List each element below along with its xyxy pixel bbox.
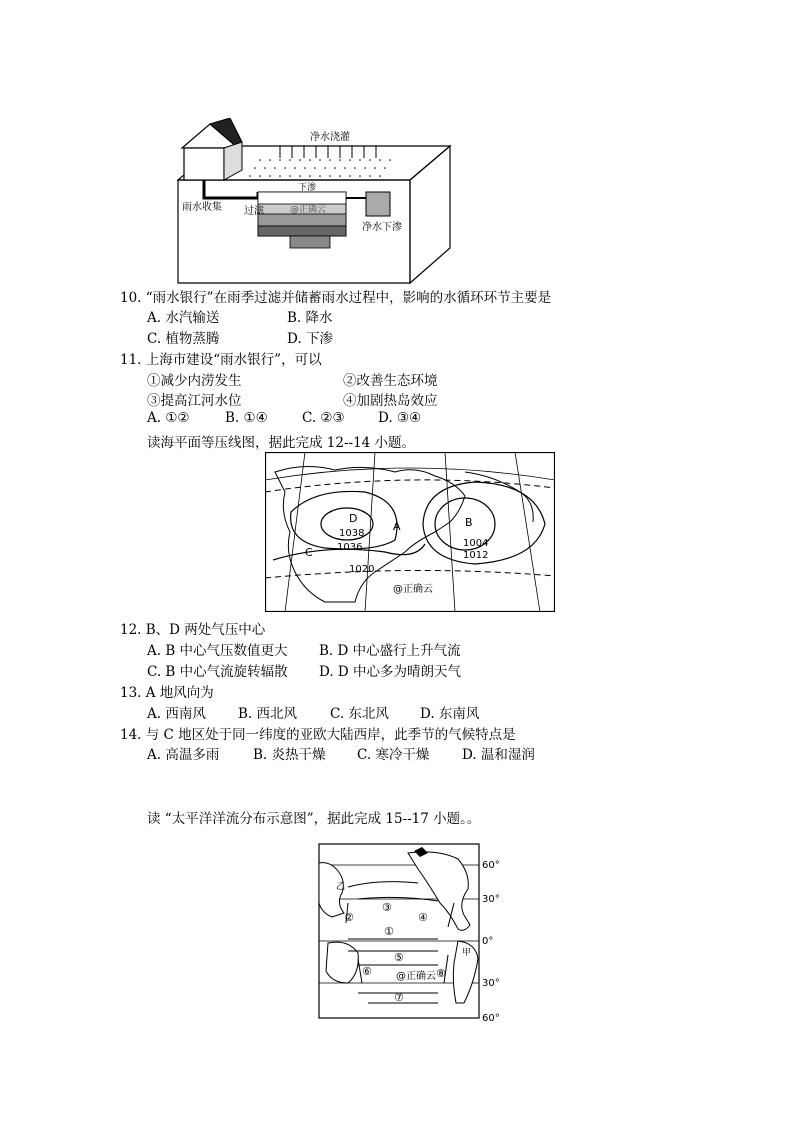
watermark: @正确云: [396, 971, 436, 982]
rain-bank-diagram: [170, 118, 460, 288]
q12-option-b: B. D 中心盛行上升气流: [319, 643, 461, 659]
q11-option-b: B. ①④: [225, 410, 268, 426]
label-1004: 1004: [463, 538, 489, 549]
current-4: ④: [418, 911, 428, 924]
q14-option-b: B. 炎热干燥: [253, 747, 326, 763]
label-seep-out: 净水下渗: [362, 222, 402, 233]
pacific-currents-map: [318, 843, 504, 1023]
question-11-stem: 11. 上海市建设“雨水银行”，可以: [120, 352, 322, 368]
house-side: [224, 142, 242, 180]
region-jia: 甲: [462, 948, 472, 958]
current-2: ②: [344, 911, 354, 924]
label-1012: 1012: [463, 550, 489, 561]
q13-option-a: A. 西南风: [147, 706, 206, 722]
tank-base: [290, 236, 330, 248]
question-10-stem: 10. “雨水银行”在雨季过滤并储蓄雨水过程中，影响的水循环环节主要是: [120, 290, 552, 306]
current-3: ③: [382, 901, 392, 914]
tank-layer-bottom: [258, 226, 346, 236]
current-8: ⑧: [436, 967, 446, 980]
label-C: C: [305, 546, 313, 559]
block-side: [410, 146, 450, 283]
q14-option-d: D. 温和湿润: [462, 747, 535, 763]
q12-option-a: A. B 中心气压数值更大: [147, 643, 288, 659]
grass-surface: [249, 159, 391, 177]
q10-option-a: A. 水汽输送: [147, 310, 220, 326]
q11-statement-4: ④加剧热岛效应: [343, 393, 438, 409]
q13-option-b: B. 西北风: [238, 706, 298, 722]
lat-30s: 30°: [482, 978, 500, 989]
label-A: A: [393, 520, 401, 533]
q10-option-c: C. 植物蒸腾: [147, 331, 220, 347]
q11-option-c: C. ②③: [302, 410, 345, 426]
q11-statement-1: ①减少内涝发生: [147, 373, 242, 389]
label-1036: 1036: [337, 542, 363, 553]
label-1020: 1020: [349, 564, 375, 575]
current-6: ⑥: [362, 965, 372, 978]
intro-15-17: 读 “太平洋洋流分布示意图”，据此完成 15--17 小题。。: [147, 811, 481, 827]
seep-tank: [366, 192, 390, 216]
label-collection: 雨水收集: [182, 202, 222, 213]
tank-layer-mid: [258, 214, 346, 226]
lat-30n: 30°: [482, 894, 500, 905]
q10-option-d: D. 下渗: [287, 331, 333, 347]
region-yi: 乙: [336, 882, 346, 892]
isobar-map: [265, 452, 555, 612]
q11-statement-3: ③提高江河水位: [147, 393, 242, 409]
australia-land: [326, 942, 358, 983]
label-D: D: [349, 512, 358, 525]
q13-option-d: D. 东南风: [420, 706, 480, 722]
watermark: @正确云: [290, 205, 327, 215]
current-5: ⑤: [394, 951, 404, 964]
lat-60n: 60°: [482, 860, 500, 871]
q11-option-a: A. ①②: [147, 410, 190, 426]
tank-layer-top: [258, 192, 346, 204]
current-7: ⑦: [394, 991, 404, 1004]
irrigation-arrows: [280, 146, 376, 158]
lat-60s: 60°: [482, 1013, 500, 1023]
intro-12-14: 读海平面等压线图，据此完成 12--14 小题。: [147, 435, 416, 451]
q12-option-c: C. B 中心气流旋转辐散: [147, 664, 288, 680]
label-1038: 1038: [339, 528, 365, 539]
house-wall: [184, 148, 224, 180]
q10-option-b: B. 降水: [287, 310, 333, 326]
q14-option-a: A. 高温多雨: [147, 747, 220, 763]
label-filter: 过滤: [244, 206, 264, 217]
q12-option-d: D. D 中心多为晴朗天气: [319, 664, 462, 680]
lat-0: 0°: [482, 936, 494, 947]
question-12-stem: 12. B、D 两处气压中心: [120, 622, 266, 638]
label-seep-top: 下渗: [298, 183, 317, 193]
label-irrigation: 净水浇灌: [310, 132, 350, 143]
question-13-stem: 13. A 地风向为: [120, 685, 214, 701]
q11-option-d: D. ③④: [378, 410, 422, 426]
watermark: @正确云: [393, 584, 433, 595]
q14-option-c: C. 寒冷干燥: [357, 747, 430, 763]
label-B: B: [465, 516, 473, 529]
q11-statement-2: ②改善生态环境: [343, 373, 438, 389]
current-1: ①: [384, 925, 394, 938]
collection-pipe: [204, 180, 258, 198]
question-14-stem: 14. 与 C 地区处于同一纬度的亚欧大陆西岸，此季节的气候特点是: [120, 727, 516, 743]
q13-option-c: C. 东北风: [330, 706, 389, 722]
